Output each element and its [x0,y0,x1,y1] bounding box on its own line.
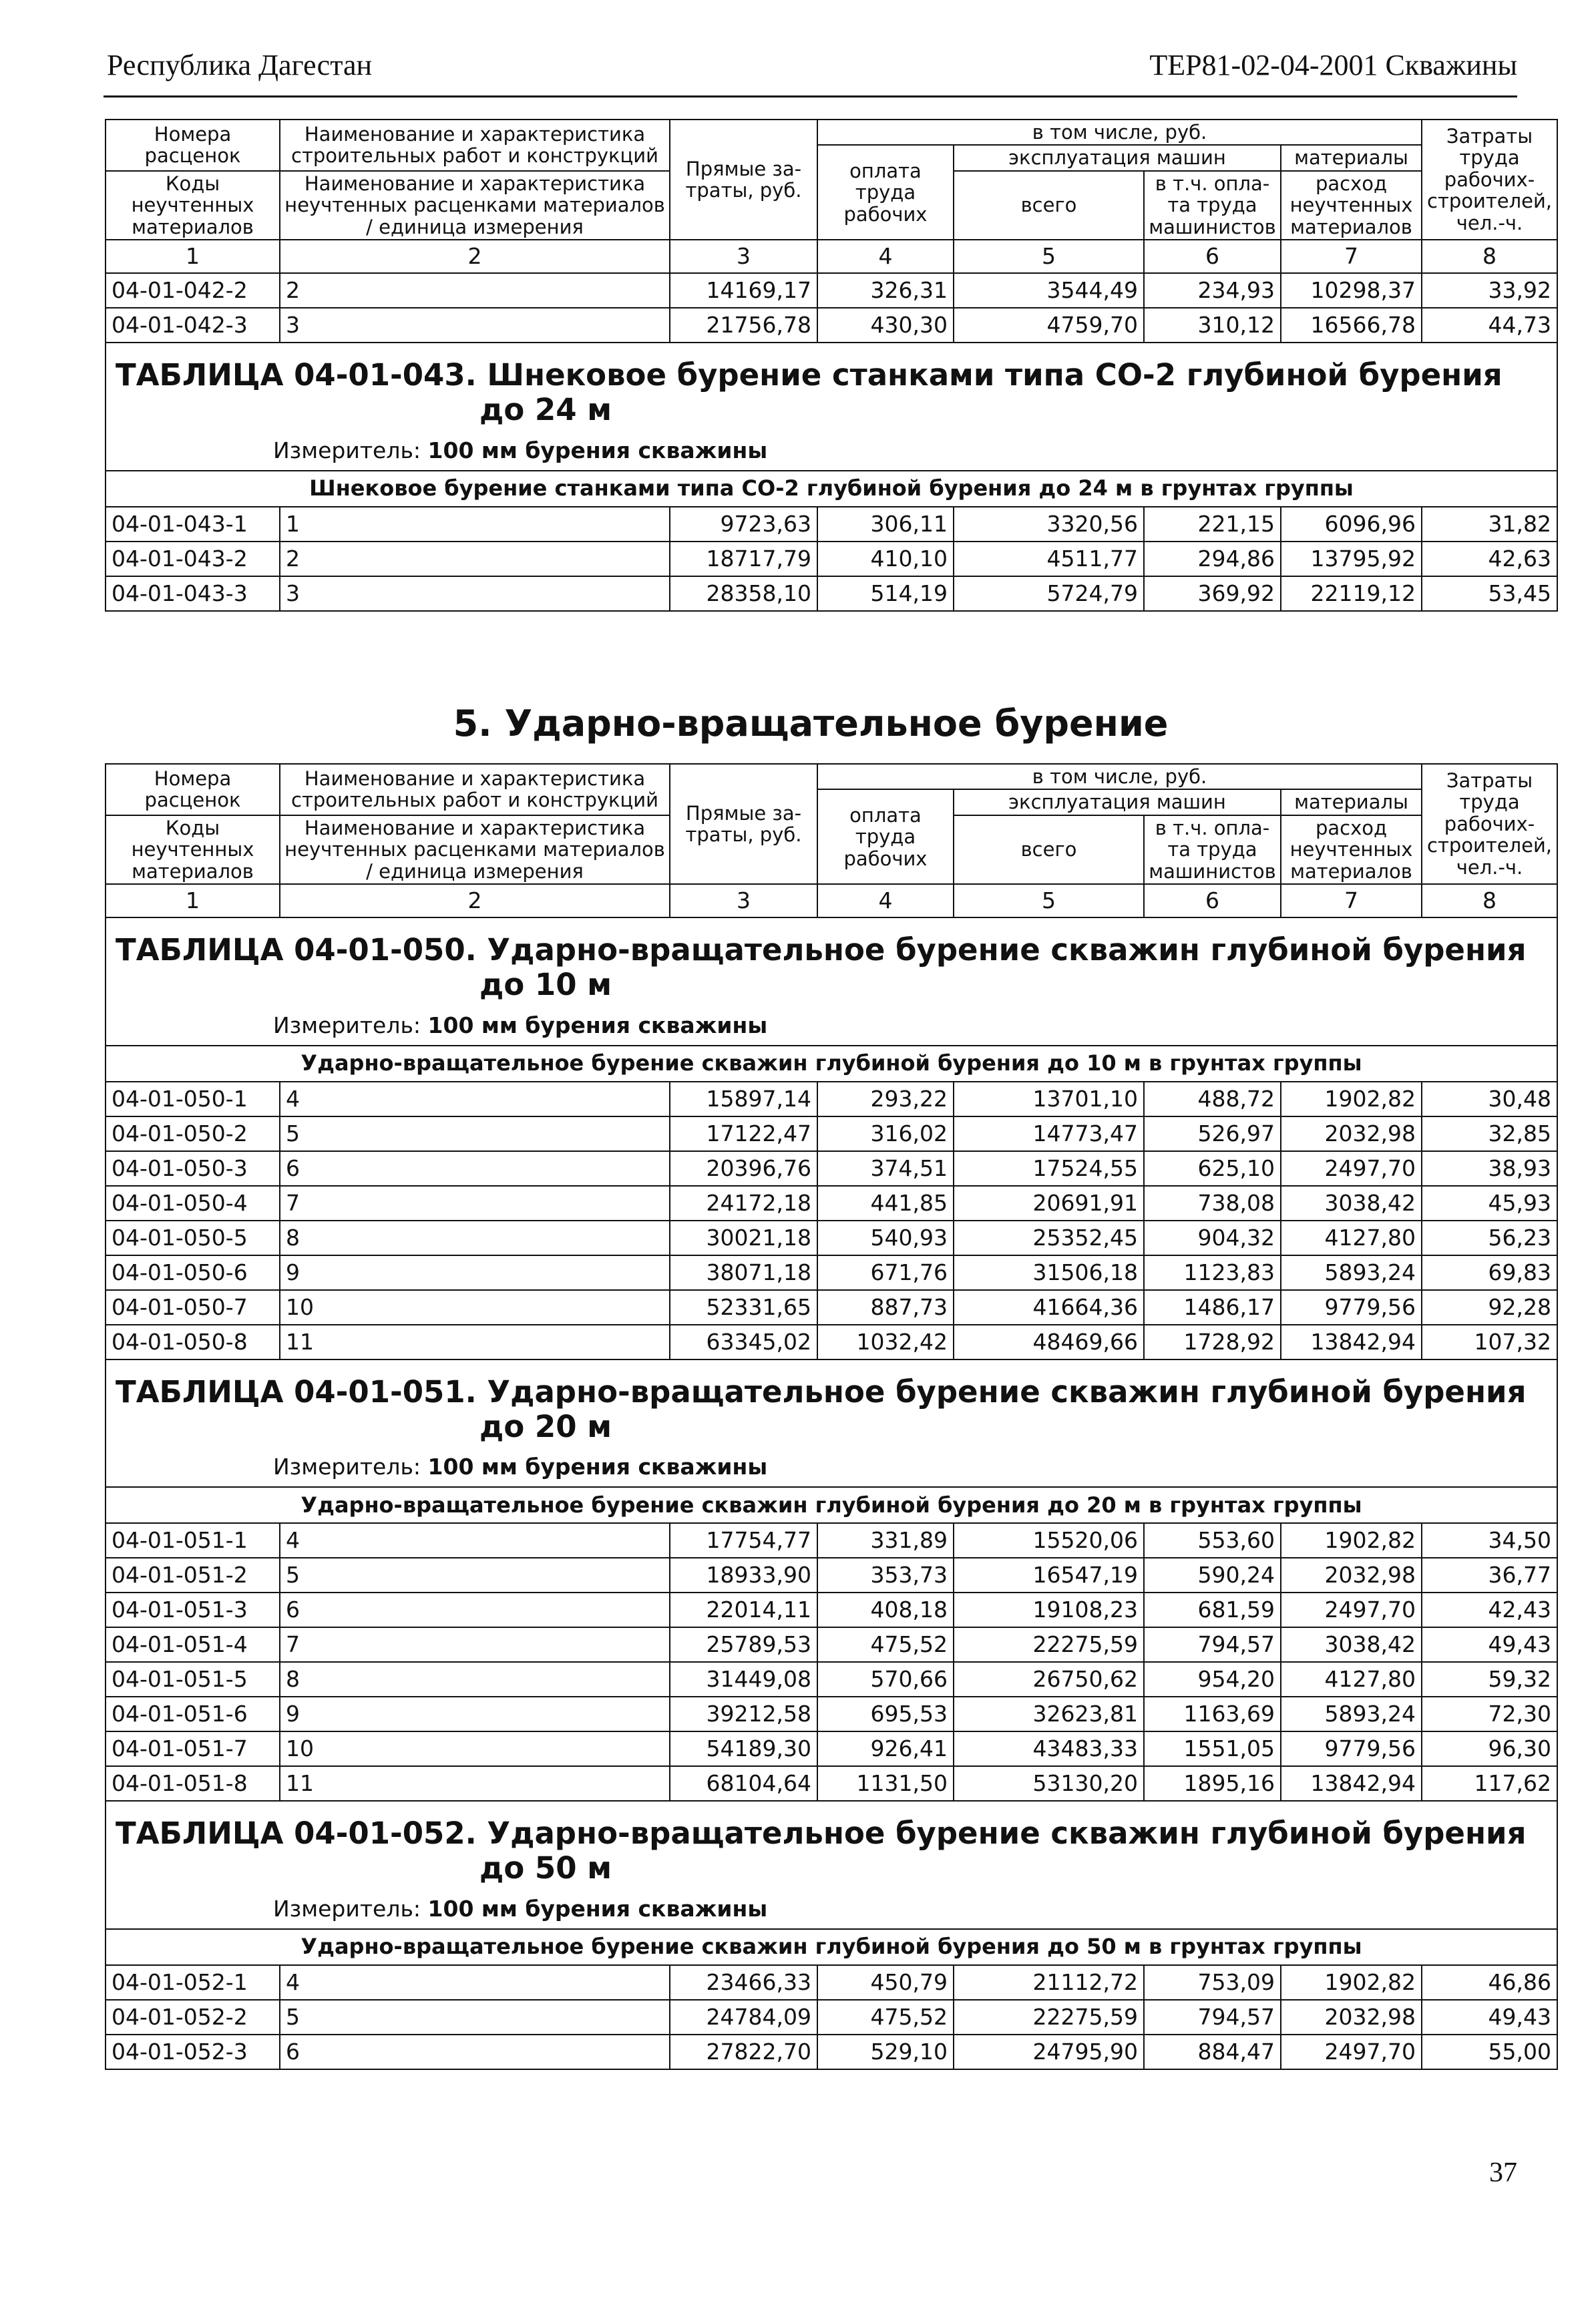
table-cell: 4 [280,1082,670,1116]
table-meter: Измеритель: 100 мм бурения скважины [106,1448,1557,1487]
rate-code: 04-01-052-2 [106,2000,280,2035]
table-cell: 4 [280,1523,670,1558]
rate-code: 04-01-050-2 [106,1116,280,1151]
table-cell: 695,53 [817,1697,954,1731]
table-cell: 794,57 [1144,1627,1281,1662]
table-cell: 1728,92 [1144,1325,1281,1359]
table-title: ТАБЛИЦА 04-01-051. Ударно-вращательное бурение скважин глубиной бурения до 20 м [106,1359,1557,1448]
table-cell: 369,92 [1144,576,1281,611]
table-cell: 19108,23 [954,1593,1144,1627]
table-cell: 570,66 [817,1662,954,1697]
rate-code: 04-01-051-4 [106,1627,280,1662]
table-cell: 294,86 [1144,542,1281,576]
table-cell: 1 [280,507,670,542]
header-document-code: ТЕР81-02-04-2001 Скважины [1149,49,1517,81]
table-cell: 32623,81 [954,1697,1144,1731]
col-materials: материалы [1281,789,1422,815]
table-cell: 4759,70 [954,308,1144,343]
col-mat-use: расход неучтенных материалов [1281,171,1422,240]
col-code2: Коды неучтенных материалов [106,171,280,240]
col-workers: Затраты труда рабочих-строителей, чел.-ч. [1422,120,1557,240]
table-cell: 56,23 [1422,1221,1557,1255]
table-row [106,1662,1557,1697]
table-subtitle: Ударно-вращательное бурение скважин глубиной бурения до 10 м в грунтах группы [106,1046,1557,1082]
col-labor: оплата труда рабочих [817,789,954,884]
table-cell: 353,73 [817,1558,954,1593]
rate-code: 04-01-051-2 [106,1558,280,1593]
table-cell: 887,73 [817,1290,954,1325]
table-cell: 540,93 [817,1221,954,1255]
rate-code: 04-01-043-3 [106,576,280,611]
table-title: ТАБЛИЦА 04-01-043. Шнековое бурение станками типа СО-2 глубиной бурения до 24 м [106,343,1557,431]
table-cell: 42,43 [1422,1593,1557,1627]
table-cell: 9723,63 [670,507,817,542]
col-incl: в том числе, руб. [817,764,1422,789]
col-mach-labor: в т.ч. опла-та труда машинистов [1144,815,1281,884]
rates-table-2 [105,763,1558,2070]
table-cell: 2 [280,273,670,308]
table-cell: 8 [280,1662,670,1697]
table-cell: 24795,90 [954,2035,1144,2069]
col-name: Наименование и характеристика строительных работ и конструкций [280,120,670,171]
table-cell: 39212,58 [670,1697,817,1731]
table-cell: 5 [280,1116,670,1151]
table-cell: 59,32 [1422,1662,1557,1697]
table-cell: 5893,24 [1281,1697,1422,1731]
table-row [106,1116,1557,1151]
table-cell: 31449,08 [670,1662,817,1697]
rate-code: 04-01-050-4 [106,1186,280,1221]
table-cell: 2 [280,542,670,576]
table-cell: 926,41 [817,1731,954,1766]
table-cell: 16547,19 [954,1558,1144,1593]
table-cell: 6 [280,2035,670,2069]
table-cell: 5 [280,1558,670,1593]
table-cell: 117,62 [1422,1766,1557,1801]
table-cell: 488,72 [1144,1082,1281,1116]
table-cell: 13701,10 [954,1082,1144,1116]
table-cell: 526,97 [1144,1116,1281,1151]
table-row [106,1325,1557,1359]
column-numbers: 1 2 3 4 5 6 7 8 [106,240,1557,273]
table-cell: 96,30 [1422,1731,1557,1766]
table-cell: 475,52 [817,2000,954,2035]
table-header-1 [106,120,1557,273]
table-cell: 42,63 [1422,542,1557,576]
table-row [106,1766,1557,1801]
table-cell: 4127,80 [1281,1662,1422,1697]
table-cell: 15897,14 [670,1082,817,1116]
table-row [106,1558,1557,1593]
table-cell: 2497,70 [1281,2035,1422,2069]
table-cell: 11 [280,1766,670,1801]
table-cell: 63345,02 [670,1325,817,1359]
table-cell: 20396,76 [670,1151,817,1186]
table-cell: 5893,24 [1281,1255,1422,1290]
table-meter: Измеритель: 100 мм бурения скважины [106,431,1557,471]
table-cell: 9779,56 [1281,1731,1422,1766]
table-cell: 24172,18 [670,1186,817,1221]
table-title: ТАБЛИЦА 04-01-052. Ударно-вращательное бурение скважин глубиной бурения до 50 м [106,1801,1557,1890]
table-cell: 1486,17 [1144,1290,1281,1325]
page-header [107,48,1517,95]
table-cell: 3320,56 [954,507,1144,542]
table-cell: 450,79 [817,1965,954,2000]
col-machines: эксплуатация машин [954,789,1281,815]
page-number: 37 [1489,2157,1517,2188]
rows-052 [106,1965,1557,2069]
table-cell: 24784,09 [670,2000,817,2035]
table-subtitle: Ударно-вращательное бурение скважин глубиной бурения до 50 м в грунтах группы [106,1929,1557,1965]
col-code: Номера расценок [106,120,280,171]
table-cell: 10298,37 [1281,273,1422,308]
table-cell: 6 [280,1593,670,1627]
rate-code: 04-01-051-7 [106,1731,280,1766]
rate-code: 04-01-043-1 [106,507,280,542]
table-cell: 2032,98 [1281,1558,1422,1593]
table-row [106,1082,1557,1116]
table-cell: 22275,59 [954,2000,1144,2035]
table-cell: 2497,70 [1281,1151,1422,1186]
table-cell: 18933,90 [670,1558,817,1593]
table-cell: 1902,82 [1281,1965,1422,2000]
table-cell: 441,85 [817,1186,954,1221]
rate-code: 04-01-050-8 [106,1325,280,1359]
table-cell: 72,30 [1422,1697,1557,1731]
table-cell: 21112,72 [954,1965,1144,2000]
rate-code: 04-01-051-6 [106,1697,280,1731]
section-title: 5. Ударно-вращательное бурение [453,702,1169,745]
table-cell: 14773,47 [954,1116,1144,1151]
table-cell: 16566,78 [1281,308,1422,343]
table-row [106,308,1557,343]
table-cell: 1902,82 [1281,1523,1422,1558]
table-row [106,1255,1557,1290]
table-row [106,542,1557,576]
table-cell: 68104,64 [670,1766,817,1801]
rate-code: 04-01-051-5 [106,1662,280,1697]
table-cell: 2032,98 [1281,1116,1422,1151]
table-row [106,1697,1557,1731]
table-meter: Измеритель: 100 мм бурения скважины [106,1006,1557,1046]
table-cell: 38071,18 [670,1255,817,1290]
table-cell: 7 [280,1627,670,1662]
column-numbers: 1 2 3 4 5 6 7 8 [106,884,1557,917]
table-cell: 529,10 [817,2035,954,2069]
table-cell: 53,45 [1422,576,1557,611]
table-cell: 408,18 [817,1593,954,1627]
table-cell: 17122,47 [670,1116,817,1151]
rate-code: 04-01-042-3 [106,308,280,343]
table-cell: 410,10 [817,542,954,576]
table-subtitle: Ударно-вращательное бурение скважин глубиной бурения до 20 м в грунтах группы [106,1487,1557,1523]
rate-code: 04-01-052-1 [106,1965,280,2000]
col-name: Наименование и характеристика строительных работ и конструкций [280,764,670,815]
table-cell: 3 [280,308,670,343]
rate-code: 04-01-050-6 [106,1255,280,1290]
rows-042 [106,273,1557,343]
table-cell: 48469,66 [954,1325,1144,1359]
table-cell: 430,30 [817,308,954,343]
table-cell: 45,93 [1422,1186,1557,1221]
table-cell: 6096,96 [1281,507,1422,542]
table-cell: 49,43 [1422,2000,1557,2035]
col-workers: Затраты труда рабочих-строителей, чел.-ч. [1422,764,1557,884]
table-title: ТАБЛИЦА 04-01-050. Ударно-вращательное бурение скважин глубиной бурения до 10 м [106,917,1557,1006]
rows-050 [106,1082,1557,1359]
col-labor: оплата труда рабочих [817,145,954,240]
table-cell: 590,24 [1144,1558,1281,1593]
table-cell: 1551,05 [1144,1731,1281,1766]
table-cell: 15520,06 [954,1523,1144,1558]
table-cell: 3038,42 [1281,1627,1422,1662]
table-cell: 9 [280,1255,670,1290]
table-row [106,1290,1557,1325]
rows-043 [106,507,1557,611]
table-row [106,2000,1557,2035]
table-cell: 49,43 [1422,1627,1557,1662]
table-cell: 794,57 [1144,2000,1281,2035]
table-row [106,1593,1557,1627]
table-row [106,1627,1557,1662]
rate-code: 04-01-051-1 [106,1523,280,1558]
table-cell: 514,19 [817,576,954,611]
table-cell: 1131,50 [817,1766,954,1801]
table-cell: 27822,70 [670,2035,817,2069]
rate-code: 04-01-050-3 [106,1151,280,1186]
table-cell: 904,32 [1144,1221,1281,1255]
col-name2: Наименование и характеристика неучтенных расценками материалов / единица измерения [280,171,670,240]
table-subtitle: Шнековое бурение станками типа СО-2 глубиной бурения до 24 м в грунтах группы [106,471,1557,507]
table-header-2 [106,764,1557,917]
table-cell: 9 [280,1697,670,1731]
col-mach-total: всего [954,171,1144,240]
table-cell: 310,12 [1144,308,1281,343]
table-cell: 1163,69 [1144,1697,1281,1731]
table-row [106,1731,1557,1766]
col-mach-labor: в т.ч. опла-та труда машинистов [1144,171,1281,240]
table-cell: 31506,18 [954,1255,1144,1290]
table-cell: 7 [280,1186,670,1221]
table-cell: 1895,16 [1144,1766,1281,1801]
col-direct: Прямые за-траты, руб. [670,764,817,884]
table-cell: 30021,18 [670,1221,817,1255]
rate-code: 04-01-051-3 [106,1593,280,1627]
table-cell: 43483,33 [954,1731,1144,1766]
table-cell: 293,22 [817,1082,954,1116]
table-cell: 33,92 [1422,273,1557,308]
table-cell: 38,93 [1422,1151,1557,1186]
table-cell: 13842,94 [1281,1325,1422,1359]
table-cell: 553,60 [1144,1523,1281,1558]
table-cell: 753,09 [1144,1965,1281,2000]
table-row [106,1186,1557,1221]
table-cell: 326,31 [817,273,954,308]
col-mach-total: всего [954,815,1144,884]
table-cell: 22275,59 [954,1627,1144,1662]
header-region: Республика Дагестан [107,49,373,81]
table-cell: 625,10 [1144,1151,1281,1186]
table-04-01-051 [106,1359,1557,1524]
table-cell: 52331,65 [670,1290,817,1325]
table-cell: 8 [280,1221,670,1255]
table-cell: 30,48 [1422,1082,1557,1116]
table-cell: 2032,98 [1281,2000,1422,2035]
table-cell: 41664,36 [954,1290,1144,1325]
table-cell: 331,89 [817,1523,954,1558]
table-row [106,1523,1557,1558]
table-cell: 5 [280,2000,670,2035]
table-cell: 21756,78 [670,308,817,343]
table-cell: 22014,11 [670,1593,817,1627]
table-cell: 11 [280,1325,670,1359]
col-mat-use: расход неучтенных материалов [1281,815,1422,884]
table-cell: 1902,82 [1281,1082,1422,1116]
col-machines: эксплуатация машин [954,145,1281,170]
rate-code: 04-01-043-2 [106,542,280,576]
table-cell: 22119,12 [1281,576,1422,611]
table-cell: 681,59 [1144,1593,1281,1627]
table-cell: 31,82 [1422,507,1557,542]
rate-code: 04-01-050-1 [106,1082,280,1116]
table-cell: 107,32 [1422,1325,1557,1359]
table-meter: Измеритель: 100 мм бурения скважины [106,1890,1557,1929]
table-row [106,2035,1557,2069]
col-incl: в том числе, руб. [817,120,1422,145]
table-cell: 4127,80 [1281,1221,1422,1255]
table-cell: 25352,45 [954,1221,1144,1255]
table-cell: 316,02 [817,1116,954,1151]
table-cell: 1123,83 [1144,1255,1281,1290]
table-cell: 234,93 [1144,273,1281,308]
table-cell: 306,11 [817,507,954,542]
col-materials: материалы [1281,145,1422,170]
table-cell: 3544,49 [954,273,1144,308]
table-cell: 44,73 [1422,308,1557,343]
table-row [106,273,1557,308]
table-cell: 54189,30 [670,1731,817,1766]
table-cell: 18717,79 [670,542,817,576]
table-row [106,1221,1557,1255]
table-cell: 738,08 [1144,1186,1281,1221]
rate-code: 04-01-052-3 [106,2035,280,2069]
table-cell: 9779,56 [1281,1290,1422,1325]
table-cell: 3038,42 [1281,1186,1422,1221]
rate-code: 04-01-050-5 [106,1221,280,1255]
table-cell: 69,83 [1422,1255,1557,1290]
table-cell: 53130,20 [954,1766,1144,1801]
table-cell: 36,77 [1422,1558,1557,1593]
table-cell: 2497,70 [1281,1593,1422,1627]
table-cell: 92,28 [1422,1290,1557,1325]
header-rule [104,95,1517,97]
table-cell: 1032,42 [817,1325,954,1359]
table-04-01-043 [106,343,1557,507]
rate-code: 04-01-050-7 [106,1290,280,1325]
table-cell: 17754,77 [670,1523,817,1558]
table-cell: 671,76 [817,1255,954,1290]
table-cell: 23466,33 [670,1965,817,2000]
rate-code: 04-01-042-2 [106,273,280,308]
table-cell: 4511,77 [954,542,1144,576]
table-cell: 25789,53 [670,1627,817,1662]
table-cell: 34,50 [1422,1523,1557,1558]
table-cell: 13842,94 [1281,1766,1422,1801]
table-cell: 6 [280,1151,670,1186]
table-cell: 884,47 [1144,2035,1281,2069]
table-cell: 374,51 [817,1151,954,1186]
table-cell: 10 [280,1290,670,1325]
table-cell: 20691,91 [954,1186,1144,1221]
table-cell: 32,85 [1422,1116,1557,1151]
table-cell: 26750,62 [954,1662,1144,1697]
table-row [106,576,1557,611]
table-04-01-052 [106,1801,1557,1965]
rows-051 [106,1523,1557,1801]
table-04-01-050 [106,917,1557,1082]
col-direct: Прямые за-траты, руб. [670,120,817,240]
table-cell: 221,15 [1144,507,1281,542]
table-cell: 55,00 [1422,2035,1557,2069]
table-cell: 13795,92 [1281,542,1422,576]
table-cell: 4 [280,1965,670,2000]
table-cell: 28358,10 [670,576,817,611]
table-cell: 475,52 [817,1627,954,1662]
table-cell: 3 [280,576,670,611]
table-cell: 46,86 [1422,1965,1557,2000]
table-row [106,1965,1557,2000]
col-name2: Наименование и характеристика неучтенных расценками материалов / единица измерения [280,815,670,884]
col-code2: Коды неучтенных материалов [106,815,280,884]
table-cell: 17524,55 [954,1151,1144,1186]
table-cell: 10 [280,1731,670,1766]
table-cell: 954,20 [1144,1662,1281,1697]
col-code: Номера расценок [106,764,280,815]
rates-table-1 [105,119,1558,612]
table-cell: 5724,79 [954,576,1144,611]
table-row [106,1151,1557,1186]
rate-code: 04-01-051-8 [106,1766,280,1801]
table-row [106,507,1557,542]
table-cell: 14169,17 [670,273,817,308]
